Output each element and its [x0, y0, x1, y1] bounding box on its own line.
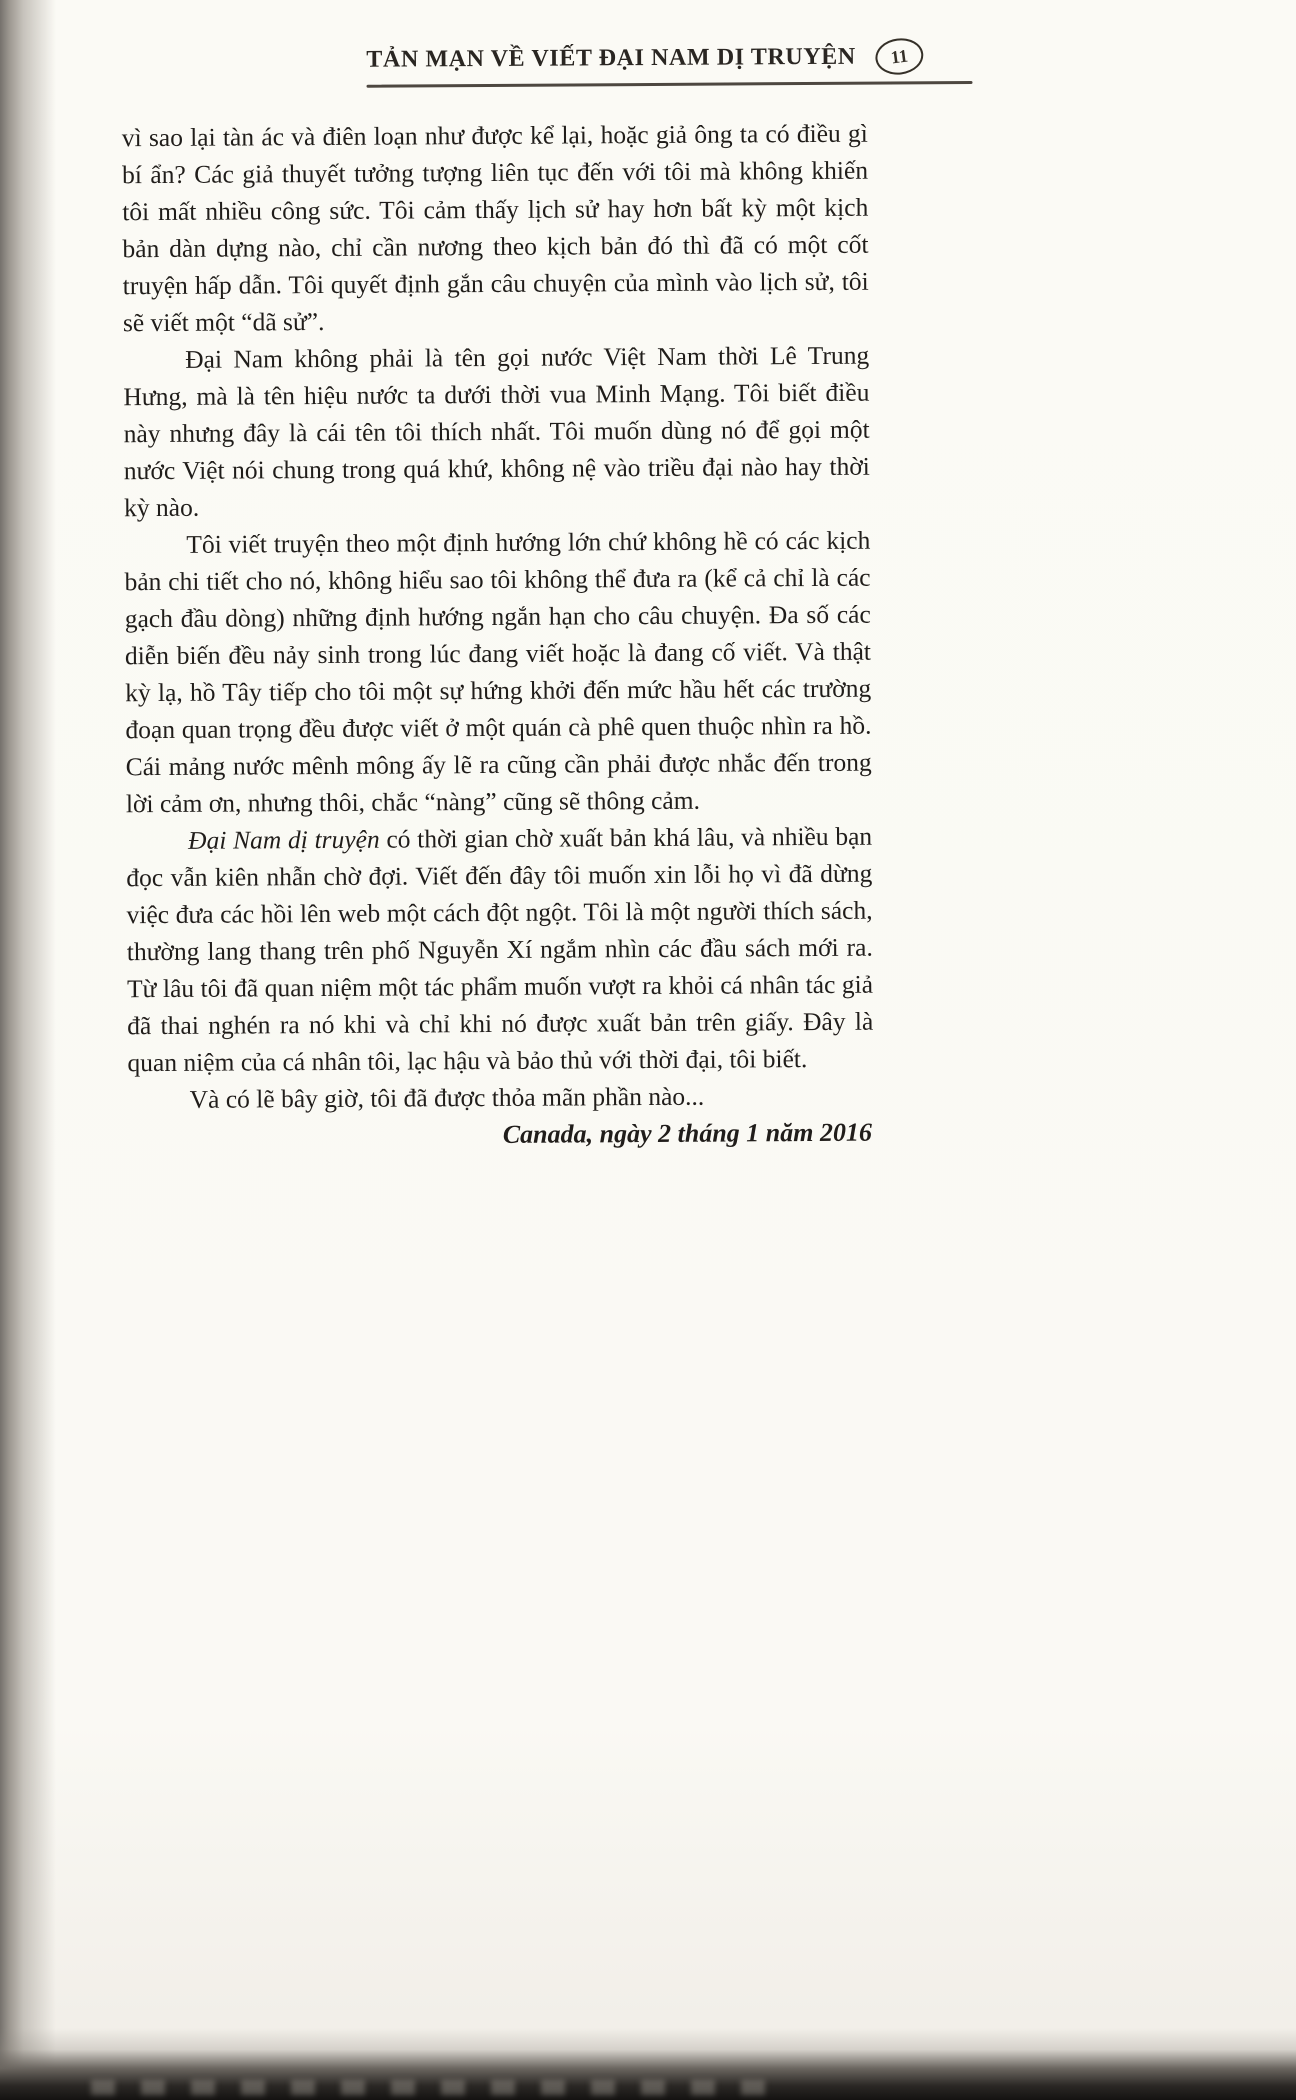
paragraph: vì sao lại tàn ác và điên loạn như được kể lại, hoặc giả ông ta có điều gì bí ẩn? Các giả thuyết tưởng tượng liên tục đến với tôi mà không khiến tôi mất nhiều công sức. Tôi cảm thấy lịch sử hay hơn bất kỳ một kịch bản dàn dựng nào, chỉ cần nương theo kịch bản đó thì đã có một cốt truyện hấp dẫn. Tôi quyết định gắn câu chuyện của mình vào lịch sử, tôi sẽ viết một “dã sử”. — [121, 118, 869, 338]
running-title: TẢN MẠN VỀ VIẾT ĐẠI NAM DỊ TRUYỆN — [366, 43, 856, 73]
scan-bottom-shadow — [0, 2028, 1296, 2100]
paragraph: Và có lẽ bây giờ, tôi đã được thỏa mãn phần nào... — [189, 1081, 705, 1114]
page-number-badge — [874, 36, 926, 78]
paragraph: Tôi viết truyện theo một định hướng lớn chứ không hề có các kịch bản chi tiết cho nó, không hiểu sao tôi không thể đưa ra (kể cả chỉ là các gạch đầu dòng) những định hướng ngắn hạn cho câu chuyện. Đa số các diễn biến đều nảy sinh trong lúc đang viết hoặc là đang cố viết. Và thật kỳ lạ, hồ Tây tiếp cho tôi một sự hứng khởi đến mức hầu hết các trường đoạn quan trọng đều được viết ở một quán cà phê quen thuộc nhìn ra hồ. Cái mảng nước mênh mông ấy lẽ ra cũng cần phải được nhắc đến trong lời cảm ơn, nhưng thôi, chắc “nàng” cũng sẽ thông cảm. — [124, 525, 872, 819]
page-body — [122, 115, 874, 1156]
page-header — [366, 38, 972, 88]
page-number: 11 — [889, 44, 910, 67]
running-head-row — [366, 38, 972, 78]
paragraph-text: có thời gian chờ xuất bản khá lâu, và nhiều bạn đọc vẫn kiên nhẫn chờ đợi. Viết đến đây tôi muốn xin lỗi họ vì đã dừng việc đưa các hồi lên web một cách đột ngột. Tôi là một người thích sách, thường lang thang trên phố Nguyễn Xí ngắm nhìn các đầu sách mới ra. Từ lâu tôi đã quan niệm một tác phẩm muốn vượt ra khỏi cá nhân tác giả đã thai nghén ra nó khi và chỉ khi nó được xuất bản trên giấy. Đây là quan niệm của cá nhân tôi, lạc hậu và bảo thủ với thời đại, tôi biết. — [126, 821, 874, 1078]
book-title-italic: Đại Nam dị truyện — [188, 824, 380, 855]
header-rule — [367, 81, 973, 88]
signature-line: Canada, ngày 2 tháng 1 năm 2016 — [502, 1117, 873, 1149]
paragraph: Đại Nam không phải là tên gọi nước Việt Nam thời Lê Trung Hưng, mà là tên hiệu nước ta dưới thời vua Minh Mạng. Tôi biết điều này nhưng đây là cái tên tôi thích nhất. Tôi muốn dùng nó để gọi một nước Việt nói chung trong quá khứ, không nệ vào triều đại nào hay thời kỳ nào. — [123, 340, 870, 523]
paragraph — [126, 818, 874, 1082]
